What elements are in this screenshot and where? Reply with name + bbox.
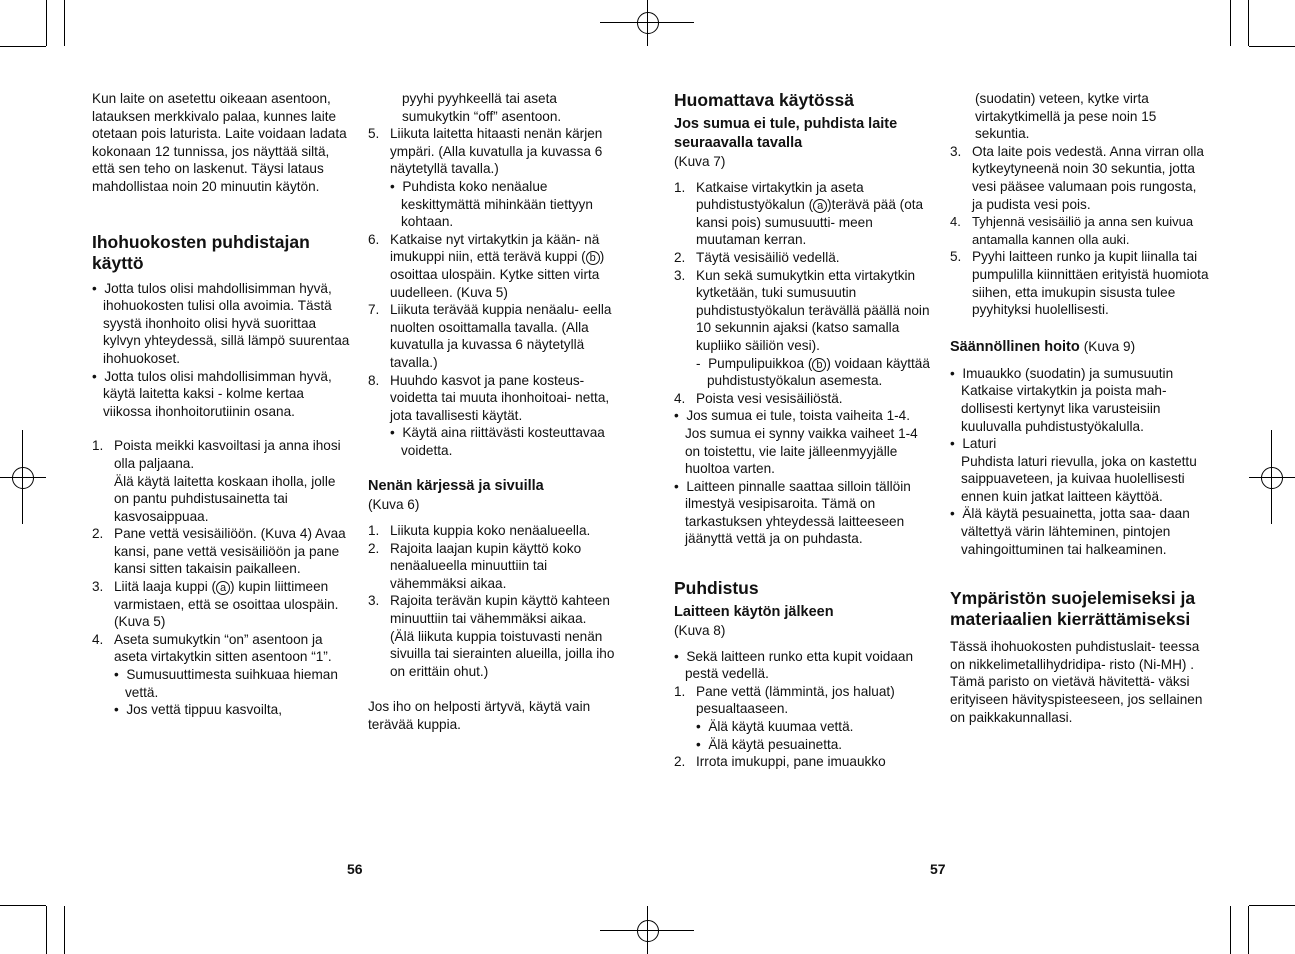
page-number-left: 56 xyxy=(347,861,363,877)
list-item: 5. Pyyhi laitteen runko ja kupit liinalla tai pumpulilla kiinnittäen erityistä huomiota siihen, etta imukupin sisusta tulee pyyhityksi huolellisesti. xyxy=(950,249,1209,318)
list-item: 4. Aseta sumukytkin “on” asentoon ja aseta virtakytkin sitten asentoon “1”. • Sumusuuttimesta suihkuaa hieman vettä. • Jos vettä tippuu kasvoilta, xyxy=(92,631,350,719)
list-item: • Jotta tulos olisi mahdollisimman hyvä, ihohuokosten tulisi olla avoimia. Tästä syystä ihonhoito olisi hyvä suorittaa kylvyn yhteydessä, sillä lämpö suurentaa ihohuokoset. xyxy=(92,280,350,368)
list-item: • Imuaukko (suodatin) ja sumusuutin Katkaise virtakytkin ja poista mah- dollisesti kertynyt lika varusteisiin kuuluvalla puhdistustyökalulla. xyxy=(950,365,1210,435)
list-item: 1. Liikuta kuppia koko nenäalueella. xyxy=(368,523,591,539)
list-item: 2. Täytä vesisäiliö vedellä. xyxy=(674,249,840,265)
list-item: 1. Poista meikki kasvoiltasi ja anna ihosi olla paljaana. Älä käytä laitetta koskaan iholla, jolle on pantu puhdistusainetta tai kasvosaippuaa. xyxy=(92,438,341,524)
list-item: 2. Irrota imukuppi, pane imuaukko xyxy=(674,754,886,770)
list-item: 2. Pane vettä vesisäiliöön. (Kuva 4) Avaa kansi, pane vettä vesisäiliöön ja pane kansi sitten takaisin paikalleen. xyxy=(92,526,346,577)
list-item: • Jotta tulos olisi mahdollisimman hyvä, käytä laitetta kaksi - kolme kertaa viikossa ihonhoitorutiinin osana. xyxy=(92,368,350,421)
list-item: 3. Rajoita terävän kupin käyttö kahteen minuuttiin tai vähemmäksi aikaa. (Älä liikuta kuppia toistuvasti nenän sivuilla tai sierainten alueilla, joilla iho on erittäin ohut.) xyxy=(368,593,615,679)
list-item: 3. Liitä laaja kuppi ( a ) kupin liittimeen varmistaen, että se osoittaa ulospäin. (Kuva 5) xyxy=(92,579,339,630)
figure-ref: (Kuva 8) xyxy=(674,623,726,639)
heading-cleaning: Puhdistus xyxy=(674,578,759,599)
list-item: • Jos sumua ei tule, toista vaiheita 1-4. Jos sumua ei synny vaikka vaiheet 1-4 on toistettu, vie laite jälleenmyyjälle huoltoa varten. xyxy=(674,407,930,477)
list-item: 4. Tyhjennä vesisäiliö ja anna sen kuivua antamalla kannen olla auki. xyxy=(950,214,1194,247)
page-number-right: 57 xyxy=(930,861,946,877)
list-item: • Sekä laitteen runko etta kupit voidaan pestä vedellä. xyxy=(674,648,930,683)
figure-ref: (Kuva 7) xyxy=(674,154,726,169)
figure-ref: (Kuva 6) xyxy=(368,497,420,513)
heading-regular-care: Säännöllinen hoito (Kuva 9) xyxy=(950,338,1136,355)
column-1 xyxy=(92,90,350,719)
list-item: • Laturi Puhdista laturi rievulla, joka on kastettu saippuaveteen, ja kuivaa huolellisesti ennen kuin jatkat laitteen käyttöä. xyxy=(950,435,1210,505)
list-item: 1. Pane vettä (lämmintä, jos haluat) pesualtaaseen. • Älä käytä kuumaa vettä. • Älä käytä pesuainetta. xyxy=(674,683,930,753)
list-item: 3. Ota laite pois vedestä. Anna virran olla kytkeytyneenä noin 30 sekuntia, jotta vesi pääsee valumaan pois rungosta, ja pudista vesi pois. xyxy=(950,143,1204,212)
heading-usage: Ihohuokosten puhdistajan käyttö xyxy=(92,231,310,273)
list-item: • Älä käytä kuumaa vettä. xyxy=(696,718,930,736)
charging-paragraph: Kun laite on asetettu oikeaan asentoon, latauksen merkkivalo palaa, kunnes laite otetaan pois laturista. Laite voidaan ladata kokonaan 12 tunnissa, jos näyttää siltä, että sen teho on laskenut. Täysi lataus mahdollistaa noin 20 minuutin käytön. xyxy=(92,91,347,194)
list-item: 5. Liikuta laitetta hitaasti nenän kärjen ympäri. (Alla kuvatulla ja kuvassa 6 näytetyllä tavalla.) • Puhdista koko nenäalue keskittymättä mihinkään tiettyyn kohtaan. xyxy=(368,125,622,231)
circled-b-icon: b xyxy=(586,251,600,265)
list-item: • Puhdista koko nenäalue keskittymättä mihinkään tiettyyn kohtaan. xyxy=(390,178,622,231)
list-item: - Pumpulipuikkoa ( b ) voidaan käyttää puhdistustyökalun asemesta. xyxy=(696,355,930,390)
circled-a-icon: a xyxy=(216,581,230,595)
list-item: • Laitteen pinnalle saattaa silloin tällöin ilmestyä vesipisaroita. Tämä on tarkastuksen yhteydessä laitteeseen jäänyttä vettä ja on puhdasta. xyxy=(674,478,930,548)
environment-paragraph: Tässä ihohuokosten puhdistuslait- teessa on nikkelimetallihydridipa- risto (Ni-MH) . xyxy=(950,639,1200,672)
heading-after-use: Laitteen käytön jälkeen xyxy=(674,604,834,621)
list-item: 8. Huuhdo kasvot ja pane kosteus- voidetta tai muuta ihonhoitoai- netta, jota tavallisesti käytät. • Käytä aina riittävästi kosteuttavaa voidetta. xyxy=(368,372,622,460)
sensitive-skin-note: Jos iho on helposti ärtyvä, käytä vain terävää kuppia. xyxy=(368,699,591,732)
list-item: 2. Rajoita laajan kupin käyttö koko nenäalueella minuuttiin tai vähemmäksi aikaa. xyxy=(368,540,582,591)
heading-environment: Ympäristön suojelemiseksi ja materiaalien kierrättämiseksi xyxy=(950,588,1196,630)
continued-text: (suodatin) veteen, kytke virta virtakytkimellä ja pese noin 15 sekuntia. xyxy=(975,91,1157,142)
heading-no-mist: Jos sumua ei tule, puhdista laite seuraavalla tavalla xyxy=(674,116,898,151)
list-item: • Jos vettä tippuu kasvoilta, xyxy=(114,701,350,719)
heading-notes: Huomattava käytössä xyxy=(674,90,854,110)
heading-nose: Nenän kärjessä ja sivuilla xyxy=(368,478,544,495)
environment-paragraph: Tämä paristo on vietävä hävitettä- väksi erityiseen hävityspisteeseen, jos sellainen on paikkakunnallasi. xyxy=(950,674,1203,725)
list-item: 4. Poista vesi vesisäiliöstä. xyxy=(674,390,843,406)
list-item: • Käytä aina riittävästi kosteuttavaa voidetta. xyxy=(390,424,622,459)
list-item: • Älä käytä pesuainetta. xyxy=(696,736,930,754)
circled-a-icon: a xyxy=(813,199,827,213)
column-4 xyxy=(950,90,1210,726)
list-item: 1. Katkaise virtakytkin ja aseta puhdistustyökalun ( a )terävä pää (ota kansi pois) sumusuutti- meen muutaman kerran. xyxy=(674,179,924,248)
list-item: 3. Kun sekä sumukytkin etta virtakytkin kytketään, tuki sumusuutin puhdistustyökalun terävällä päällä noin 10 sekunnin ajaksi (katso samalla kupliiko säiliön vesi). - Pumpulipuikkoa ( b ) voidaan käyttää puhdistustyökalun asemesta. xyxy=(674,267,930,390)
list-item: • Älä käytä pesuainetta, jotta saa- daan vältettyä värin lähteminen, pintojen vahingoittuminen tai halkeaminen. xyxy=(950,505,1210,558)
circled-b-icon: b xyxy=(812,358,826,372)
column-3 xyxy=(674,90,930,771)
continued-text: pyyhi pyyhkeellä tai aseta sumukytkin “off” asentoon. xyxy=(402,91,562,124)
list-item: • Sumusuuttimesta suihkuaa hieman vettä. xyxy=(114,666,350,701)
list-item: 6. Katkaise nyt virtakytkin ja kään- nä imukuppi niin, että terävä kuppi ( b ) osoittaa ulospäin. Kytke sitten virta uudelleen. (Kuva 5) xyxy=(368,231,605,300)
column-2 xyxy=(368,90,622,734)
list-item: 7. Liikuta terävää kuppia nenäalu- eella nuolten osoittamalla tavalla. (Alla kuvatulla ja kuvassa 6 näytetyllä tavalla.) xyxy=(368,302,612,370)
